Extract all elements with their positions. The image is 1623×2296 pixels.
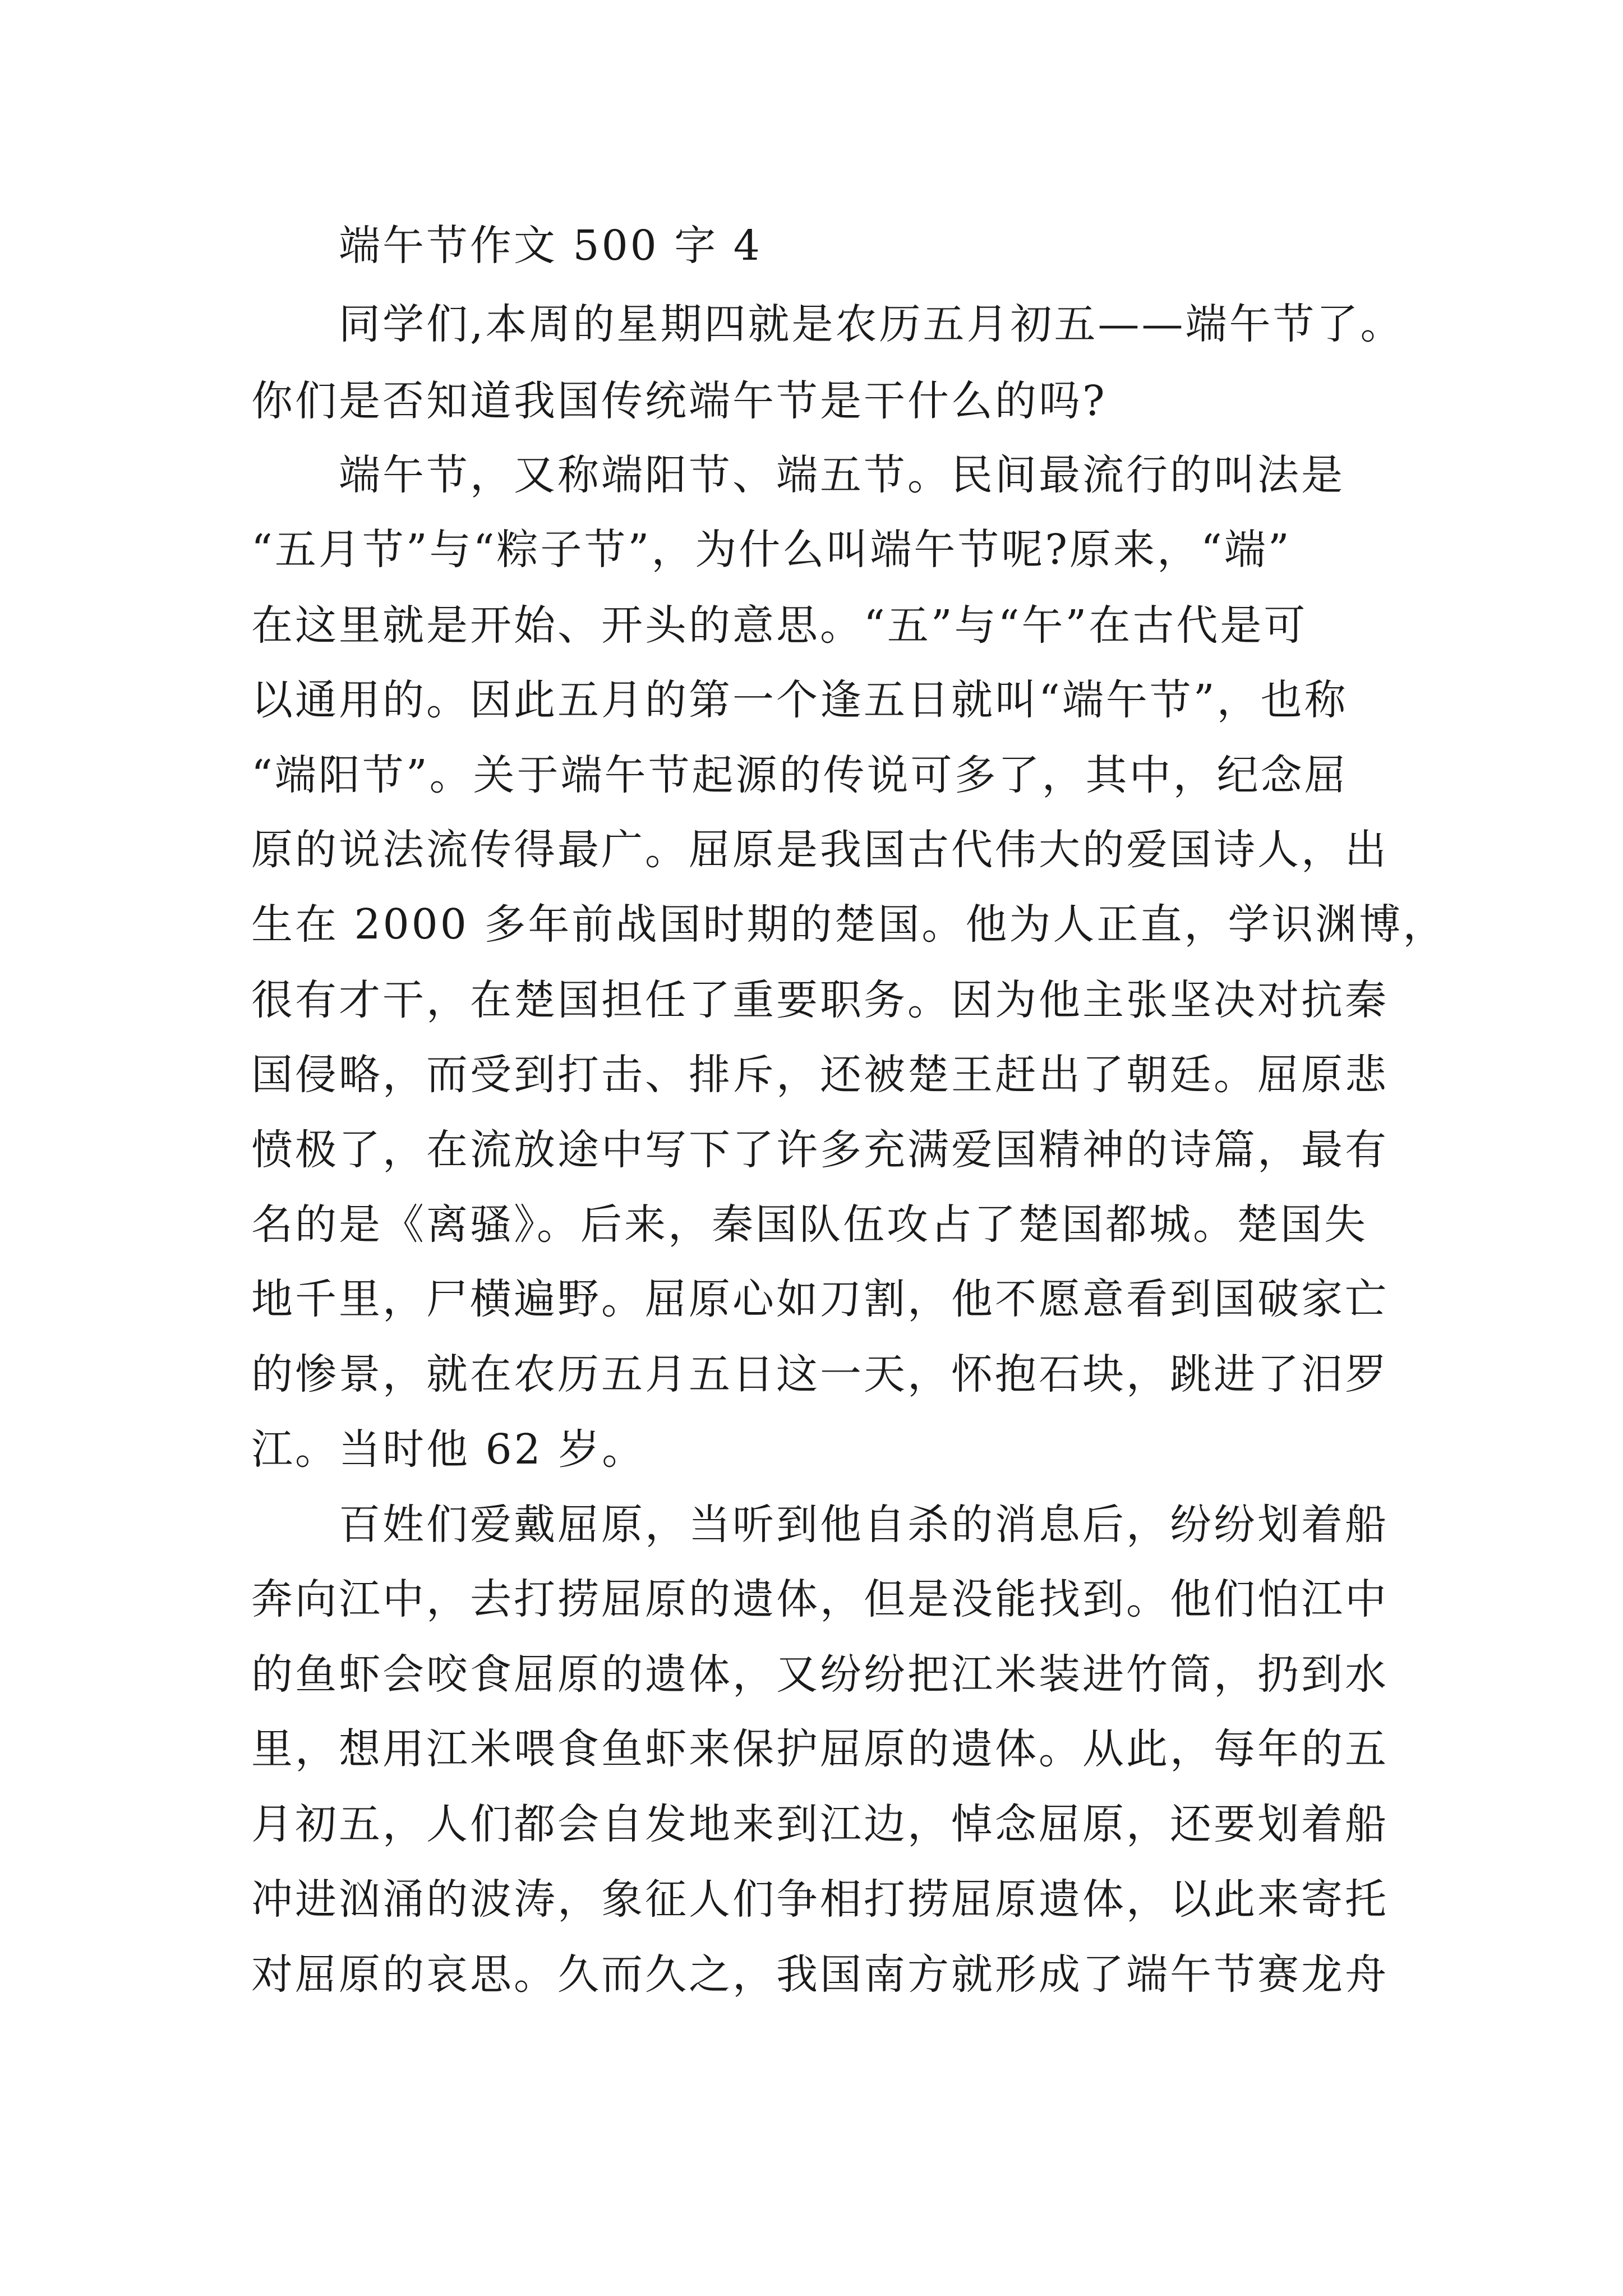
paragraph-2-line-12: 地千里，尸横遍野。屈原心如刀割，他不愿意看到国破家亡 <box>251 1275 1389 1323</box>
paragraph-3-line-7: 对屈原的哀思。久而久之，我国南方就形成了端午节赛龙舟 <box>251 1950 1389 1999</box>
paragraph-2-line-2: “五月节”与“粽子节”，为什么叫端午节呢?原来，“端” <box>251 526 1292 574</box>
paragraph-1-line-2: 你们是否知道我国传统端午节是干什么的吗? <box>251 377 1107 425</box>
paragraph-2-line-5: “端阳节”。关于端午节起源的传说可多了，其中，纪念屈 <box>251 751 1348 799</box>
paragraph-2-line-3: 在这里就是开始、开头的意思。“五”与“午”在古代是可 <box>251 601 1308 650</box>
paragraph-3-line-6: 冲进汹涌的波涛，象征人们争相打捞屈原遗体，以此来寄托 <box>251 1875 1389 1924</box>
paragraph-2-line-1: 端午节，又称端阳节、端五节。民间最流行的叫法是 <box>339 451 1345 499</box>
paragraph-2-line-7: 生在 2000 多年前战国时期的楚国。他为人正直，学识渊博， <box>251 900 1447 949</box>
paragraph-3-line-1: 百姓们爱戴屈原，当听到他自杀的消息后，纷纷划着船 <box>339 1501 1389 1549</box>
paragraph-2-line-14: 江。当时他 62 岁。 <box>251 1425 646 1474</box>
paragraph-2-line-10: 愤极了，在流放途中写下了许多充满爱国精神的诗篇，最有 <box>251 1126 1389 1174</box>
paragraph-3-line-3: 的鱼虾会咬食屈原的遗体，又纷纷把江米装进竹筒，扔到水 <box>251 1650 1389 1699</box>
paragraph-3-line-4: 里，想用江米喂食鱼虾来保护屈原的遗体。从此，每年的五 <box>251 1725 1389 1773</box>
paragraph-1-line-1: 同学们,本周的星期四就是农历五月初五——端午节了。 <box>339 300 1404 348</box>
paragraph-3-line-5: 月初五，人们都会自发地来到江边，悼念屈原，还要划着船 <box>251 1800 1389 1848</box>
paragraph-2-line-9: 国侵略，而受到打击、排斥，还被楚王赶出了朝廷。屈原悲 <box>251 1051 1389 1099</box>
paragraph-2-line-8: 很有才干，在楚国担任了重要职务。因为他主张坚决对抗秦 <box>251 976 1389 1024</box>
paragraph-2-line-4: 以通用的。因此五月的第一个逢五日就叫“端午节”，也称 <box>251 676 1348 724</box>
document-title: 端午节作文 500 字 4 <box>339 222 762 270</box>
paragraph-3-line-2: 奔向江中，去打捞屈原的遗体，但是没能找到。他们怕江中 <box>251 1575 1389 1623</box>
paragraph-2-line-6: 原的说法流传得最广。屈原是我国古代伟大的爱国诗人，出 <box>251 826 1389 874</box>
paragraph-2-line-11: 名的是《离骚》。后来，秦国队伍攻占了楚国都城。楚国失 <box>251 1200 1368 1249</box>
paragraph-2-line-13: 的惨景，就在农历五月五日这一天，怀抱石块，跳进了汨罗 <box>251 1350 1389 1398</box>
